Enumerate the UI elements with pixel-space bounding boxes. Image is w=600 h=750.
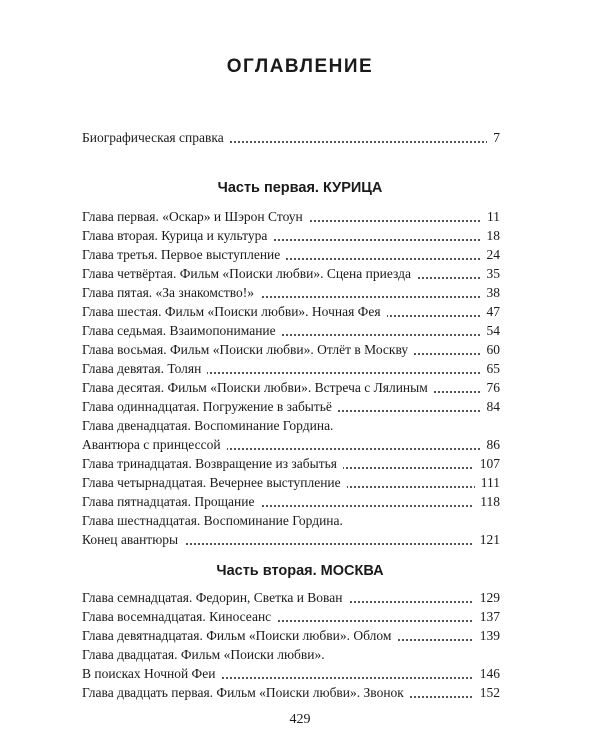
page-title: ОГЛАВЛЕНИЕ: [226, 56, 374, 77]
toc-entry-page: 111: [475, 473, 500, 492]
toc-entry-page: 11: [481, 207, 500, 226]
toc-entry-page: 107: [474, 454, 500, 473]
toc-entry: [82, 607, 500, 626]
toc-entry-title: Глава девятая. Толян: [82, 359, 207, 378]
toc-entry-title: Глава седьмая. Взаимопонимание: [82, 321, 282, 340]
toc-entry-page: 121: [474, 530, 500, 549]
toc-entry: [82, 340, 500, 359]
toc-entry-page: 129: [474, 588, 500, 607]
toc-part1-list: [82, 207, 500, 549]
toc-entry-title: Глава семнадцатая. Федорин, Светка и Вован: [82, 588, 348, 607]
part2-heading: Часть вторая. МОСКВА: [216, 563, 384, 579]
toc-entry-title: Глава вторая. Курица и культура: [82, 226, 273, 245]
toc-entry: [82, 511, 500, 549]
toc-entry: [82, 473, 500, 492]
toc-entry-page: 146: [474, 664, 500, 683]
toc-entry-title-line1: Глава шестнадцатая. Воспоминание Гордина.: [82, 513, 343, 528]
toc-entry-title: Конец авантюры: [82, 530, 184, 549]
toc-entry-title: Глава первая. «Оскар» и Шэрон Стоун: [82, 207, 309, 226]
toc-entry: [82, 264, 500, 283]
toc-entry: [82, 226, 500, 245]
toc-entry-title: В поисках Ночной Феи: [82, 664, 221, 683]
toc-entry: [82, 321, 500, 340]
toc-entry: [82, 128, 500, 147]
toc-entry: [82, 207, 500, 226]
toc-part2-list: [82, 588, 500, 702]
toc-entry-page: 54: [481, 321, 501, 340]
toc-entry: [82, 245, 500, 264]
toc-entry: [82, 683, 500, 702]
toc-entry-title: Глава пятнадцатая. Прощание: [82, 492, 260, 511]
toc-entry-page: 38: [481, 283, 501, 302]
toc-entry-page: 84: [481, 397, 501, 416]
toc-entry-title: Глава четырнадцатая. Вечернее выступление: [82, 473, 347, 492]
toc-entry-title: Глава пятая. «За знакомство!»: [82, 283, 260, 302]
toc-entry-page: 137: [474, 607, 500, 626]
toc-entry: [82, 588, 500, 607]
toc-entry-page: 139: [474, 626, 500, 645]
toc-entry-title-line1: Глава двадцатая. Фильм «Поиски любви».: [82, 647, 325, 662]
toc-entry-title: Глава двадцать первая. Фильм «Поиски любви». Звонок: [82, 683, 410, 702]
toc-entry-title: Глава четвёртая. Фильм «Поиски любви». Сцена приезда: [82, 264, 417, 283]
toc-entry: [82, 378, 500, 397]
toc-entry: [82, 283, 500, 302]
toc-bio: [82, 128, 500, 147]
toc-entry: [82, 359, 500, 378]
toc-entry-page: 60: [481, 340, 501, 359]
toc-entry: [82, 645, 500, 683]
toc-entry: [82, 454, 500, 473]
toc-entry-page: 47: [481, 302, 501, 321]
toc-entry-title: Авантюра с принцессой: [82, 435, 227, 454]
toc-entry-page: 7: [487, 128, 500, 147]
toc-entry-page: 35: [481, 264, 501, 283]
toc-entry-page: 152: [474, 683, 500, 702]
toc-entry-title: Глава тринадцатая. Возвращение из забытья: [82, 454, 343, 473]
toc-entry: [82, 302, 500, 321]
toc-entry-title-line1: Глава двенадцатая. Воспоминание Гордина.: [82, 418, 334, 433]
toc-entry-title: Глава восемнадцатая. Киносеанс: [82, 607, 277, 626]
toc-entry-title: Глава десятая. Фильм «Поиски любви». Встреча с Лялиным: [82, 378, 434, 397]
toc-entry-title: Глава восьмая. Фильм «Поиски любви». Отлёт в Москву: [82, 340, 414, 359]
toc-entry: [82, 416, 500, 454]
toc-entry-title: Глава одиннадцатая. Погружение в забытьё: [82, 397, 338, 416]
toc-entry-page: 86: [481, 435, 501, 454]
toc-entry-title: Глава третья. Первое выступление: [82, 245, 286, 264]
toc-entry-page: 76: [481, 378, 501, 397]
toc-entry: [82, 626, 500, 645]
toc-entry: [82, 492, 500, 511]
toc-entry-title: Глава девятнадцатая. Фильм «Поиски любви». Облом: [82, 626, 397, 645]
toc-entry-page: 18: [481, 226, 501, 245]
toc-entry-page: 24: [481, 245, 501, 264]
toc-entry: [82, 397, 500, 416]
page-number: 429: [289, 712, 311, 727]
toc-entry-page: 118: [474, 492, 500, 511]
toc-entry-title: Глава шестая. Фильм «Поиски любви». Ночная Фея: [82, 302, 387, 321]
toc-entry-page: 65: [481, 359, 501, 378]
toc-entry-title: Биографическая справка: [82, 128, 230, 147]
part1-heading: Часть первая. КУРИЦА: [217, 180, 383, 196]
